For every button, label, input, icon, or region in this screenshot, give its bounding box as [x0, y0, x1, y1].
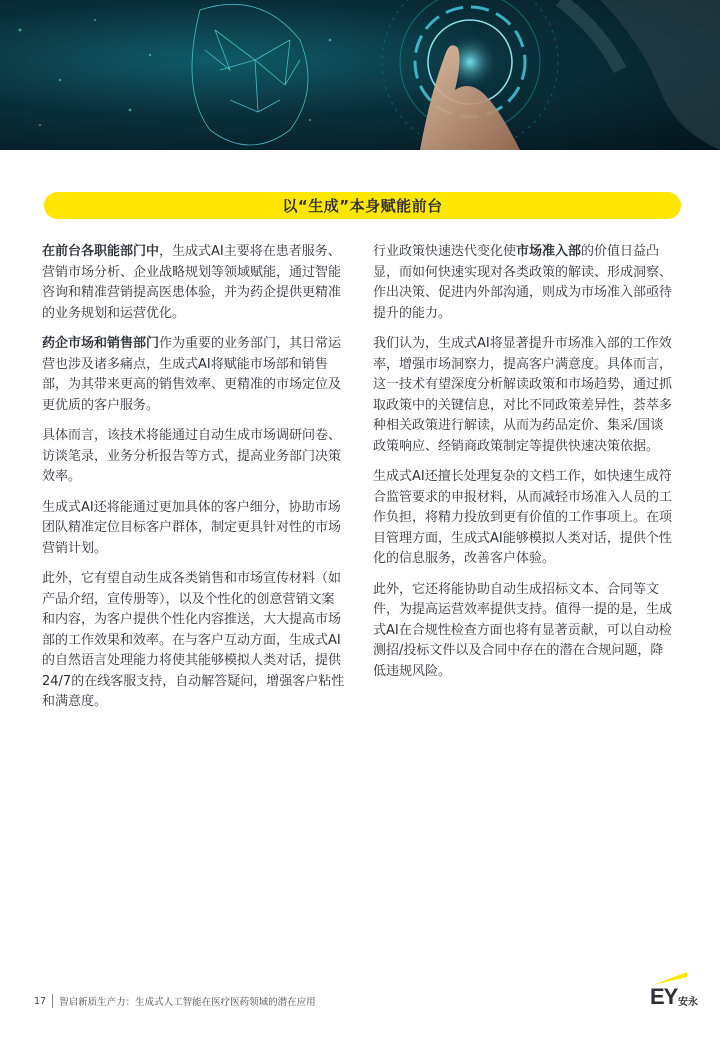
paragraph: [373, 242, 676, 324]
paragraph: 此外，它有望自动生成各类销售和市场宣传材料（如产品介绍，宣传册等），以及个性化的创意营销文案和内容，为客户提供个性化内容推送，大大提高市场部的工作效果和效率。在与客户互动方面，生成式AI的自然语言处理能力将使其能够模拟人类对话，提供24/7的在线客服支持，自动解答疑问，增强客户粘性和满意度。: [42, 571, 345, 709]
paragraph: 生成式AI还擅长处理复杂的文档工作，如快速生成符合监管要求的申报材料，从而减轻市场准入人员的工作负担，将精力投放到更有价值的工作事项上。在项目管理方面，生成式AI能够模拟人类对话，提供个性化的信息服务，改善客户体验。: [373, 469, 673, 566]
bold-lead: 药企市场和销售部门: [42, 336, 160, 351]
publication-title: 智启新质生产力：生成式人工智能在医疗医药领域的潜在应用: [59, 997, 316, 1008]
bold-lead: 市场准入部: [516, 244, 582, 259]
paragraph: 我们认为，生成式AI将显著提升市场准入部的工作效率，增强市场洞察力，提高客户满意度。具体而言，这一技术有望深度分析解读政策和市场趋势，通过抓取政策中的关键信息，对比不同政策差异性，荟萃多种相关政策进行解读，从而为药品定价、集采/国谈政策响应、经销商政策制定等提供快速决策依据。: [373, 336, 673, 454]
page-number: 17: [34, 995, 47, 1007]
right-column: [373, 242, 676, 692]
ey-logo: [645, 968, 705, 1012]
paragraph-text: 作为重要的业务部门，其日常运营也涉及诸多痛点，生成式AI将赋能市场部和销售部，为其带来更高的销售效率、更精准的市场定位及更优质的客户服务。: [42, 336, 342, 413]
paragraph-text: 行业政策快速迭代变化使: [373, 244, 517, 259]
bold-lead: 在前台各职能部门中: [42, 244, 160, 259]
paragraph-text: ，生成式AI主要将在患者服务、营销市场分析、企业战略规划等领域赋能，通过智能咨询和精准营销提高医患体验，并为药企提供更精准的业务规划和运营优化。: [42, 244, 342, 321]
paragraph: 具体而言，该技术将能通过自动生成市场调研问卷、访谈笔录，业务分析报告等方式，提高业务部门决策效率。: [42, 428, 342, 484]
ey-logo-mark: EY: [650, 984, 678, 1009]
section-title: 以“生成”本身赋能前台: [282, 197, 443, 215]
paragraph: [42, 334, 345, 416]
left-column: [42, 242, 345, 723]
hero-illustration: [0, 0, 720, 150]
hero-image: [0, 0, 720, 150]
paragraph-text: 的价值日益凸显，而如何快速实现对各类政策的解读、形成洞察、作出决策、促进内外部沟通，则成为市场准入部亟待提升的能力。: [373, 244, 673, 321]
page-footer: [34, 993, 316, 1009]
paragraph: [42, 242, 345, 324]
paragraph: 生成式AI还将能通过更加具体的客户细分，协助市场团队精准定位目标客户群体，制定更具针对性的市场营销计划。: [42, 499, 342, 556]
paragraph: 此外，它还将能协助自动生成招标文本、合同等文件，为提高运营效率提供支持。值得一提的是，生成式AI在合规性检查方面也将有显著贡献，可以自动检测招/投标文件以及合同中存在的潜在合规问题，降低违规风险。: [373, 581, 673, 679]
section-title-banner: [44, 192, 681, 219]
ey-logo-chinese: 安永: [678, 997, 698, 1008]
footer-divider: [52, 994, 53, 1008]
